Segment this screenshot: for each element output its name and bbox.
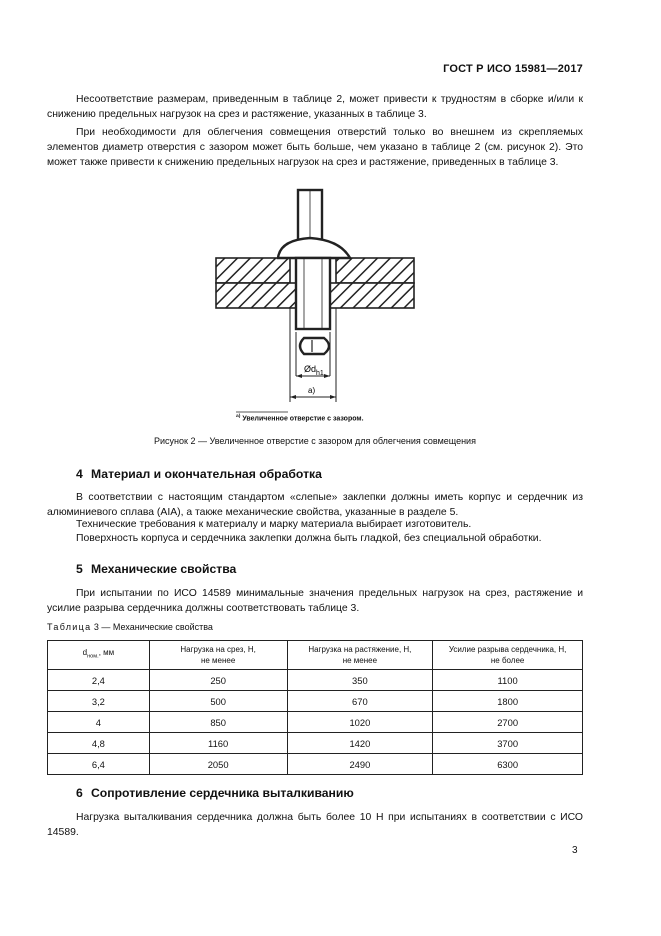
table-cell: 670: [287, 691, 433, 712]
table-cell: 4,8: [48, 733, 150, 754]
section-5-paragraph-1: При испытании по ИСО 14589 минимальные значения предельных нагрузок на срез, растяжение и усилие разрыва сердечника должны соответствовать таблице 3.: [47, 588, 583, 614]
table-cell: 250: [149, 670, 287, 691]
table-cell: 1020: [287, 712, 433, 733]
figure-caption: Рисунок 2 — Увеличенное отверстие с зазором для облегчения совмещения: [154, 436, 476, 446]
inner-plate-right: [330, 283, 414, 308]
table-cell: 3,2: [48, 691, 150, 712]
rivet-head: [278, 238, 350, 258]
figure-footnote: $^{a)}$ Увеличенное отверстие с зазором.: [236, 414, 364, 423]
table-cell: 1100: [433, 670, 583, 691]
header-mandrel-break-load: Усилие разрыва сердечника, Н, не более: [433, 641, 583, 670]
dimension-footnote-mark: a): [308, 386, 316, 395]
section-6-heading: 6 Сопротивление сердечника выталкиванию: [76, 786, 354, 800]
table-row: [48, 733, 583, 754]
table-row: [48, 712, 583, 733]
inner-plate-left: [216, 283, 296, 308]
section-4-heading: 4 Материал и окончательная обработка: [76, 467, 322, 481]
header-shear-load: Нагрузка на срез, Н, не менее: [149, 641, 287, 670]
table-cell: 850: [149, 712, 287, 733]
section-6-paragraph-1: Нагрузка выталкивания сердечника должна быть более 10 Н при испытаниях в соответствии с ИСО 14589.: [47, 812, 583, 838]
figure-rivet-clearance-hole: [200, 180, 440, 423]
table-3-caption: Таблица 3 — Механические свойства: [47, 622, 213, 632]
table-cell: 1420: [287, 733, 433, 754]
table-cell: 3700: [433, 733, 583, 754]
table-cell: 6,4: [48, 754, 150, 775]
section-4-paragraph-3: Поверхность корпуса и сердечника заклепки должна быть гладкой, без специальной обработки.: [76, 533, 542, 544]
table-row: [48, 691, 583, 712]
mandrel-head: [300, 338, 329, 354]
table-cell: 2050: [149, 754, 287, 775]
outer-plate-left: [216, 258, 290, 283]
table-cell: 4: [48, 712, 150, 733]
table-cell: 1160: [149, 733, 287, 754]
table-cell: 2490: [287, 754, 433, 775]
table-cell: 2700: [433, 712, 583, 733]
header-tensile-load: Нагрузка на растяжение, Н, не менее: [287, 641, 433, 670]
standard-header: ГОСТ Р ИСО 15981—2017: [443, 63, 583, 75]
table-cell: 1800: [433, 691, 583, 712]
table-cell: 2,4: [48, 670, 150, 691]
page-number: 3: [572, 845, 578, 856]
table-cell: 500: [149, 691, 287, 712]
table-cell: 350: [287, 670, 433, 691]
mechanical-properties-table: [47, 640, 583, 775]
dimension-diameter-label: $Ød_{h1}$: [304, 364, 324, 377]
table-row: [48, 670, 583, 691]
table-cell: 6300: [433, 754, 583, 775]
rivet-body: [296, 258, 330, 329]
section-4-paragraph-2: Технические требования к материалу и марку материала выбирает изготовитель.: [76, 519, 472, 530]
section-4-paragraph-1: В соответствии с настоящим стандартом «слепые» заклепки должны иметь корпус и сердечник из алюминиевого сплава (AIA), а также механические свойства, указанные в разделе 5.: [47, 492, 583, 518]
table-header-row: [48, 641, 583, 670]
paragraph-clearance-hole: При необходимости для облегчения совмещения отверстий только во внешнем из скрепляемых элементов диаметр отверстия с зазором может быть больше, чем указано в таблице 2 (см. рисунок 2). Это может также привести к снижению предельных нагрузок на срез и растяжение, приведенных в таблице 3.: [47, 127, 583, 168]
section-5-heading: 5 Механические свойства: [76, 562, 237, 576]
outer-plate-right: [336, 258, 414, 283]
header-nominal-diameter: $d_{ном.}$, мм: [48, 641, 150, 670]
table-row: [48, 754, 583, 775]
paragraph-nonconformity: Несоответствие размерам, приведенным в таблице 2, может привести к трудностям в сборке и/или к снижению предельных нагрузок на срез и растяжение, указанных в таблице 3.: [47, 94, 583, 120]
